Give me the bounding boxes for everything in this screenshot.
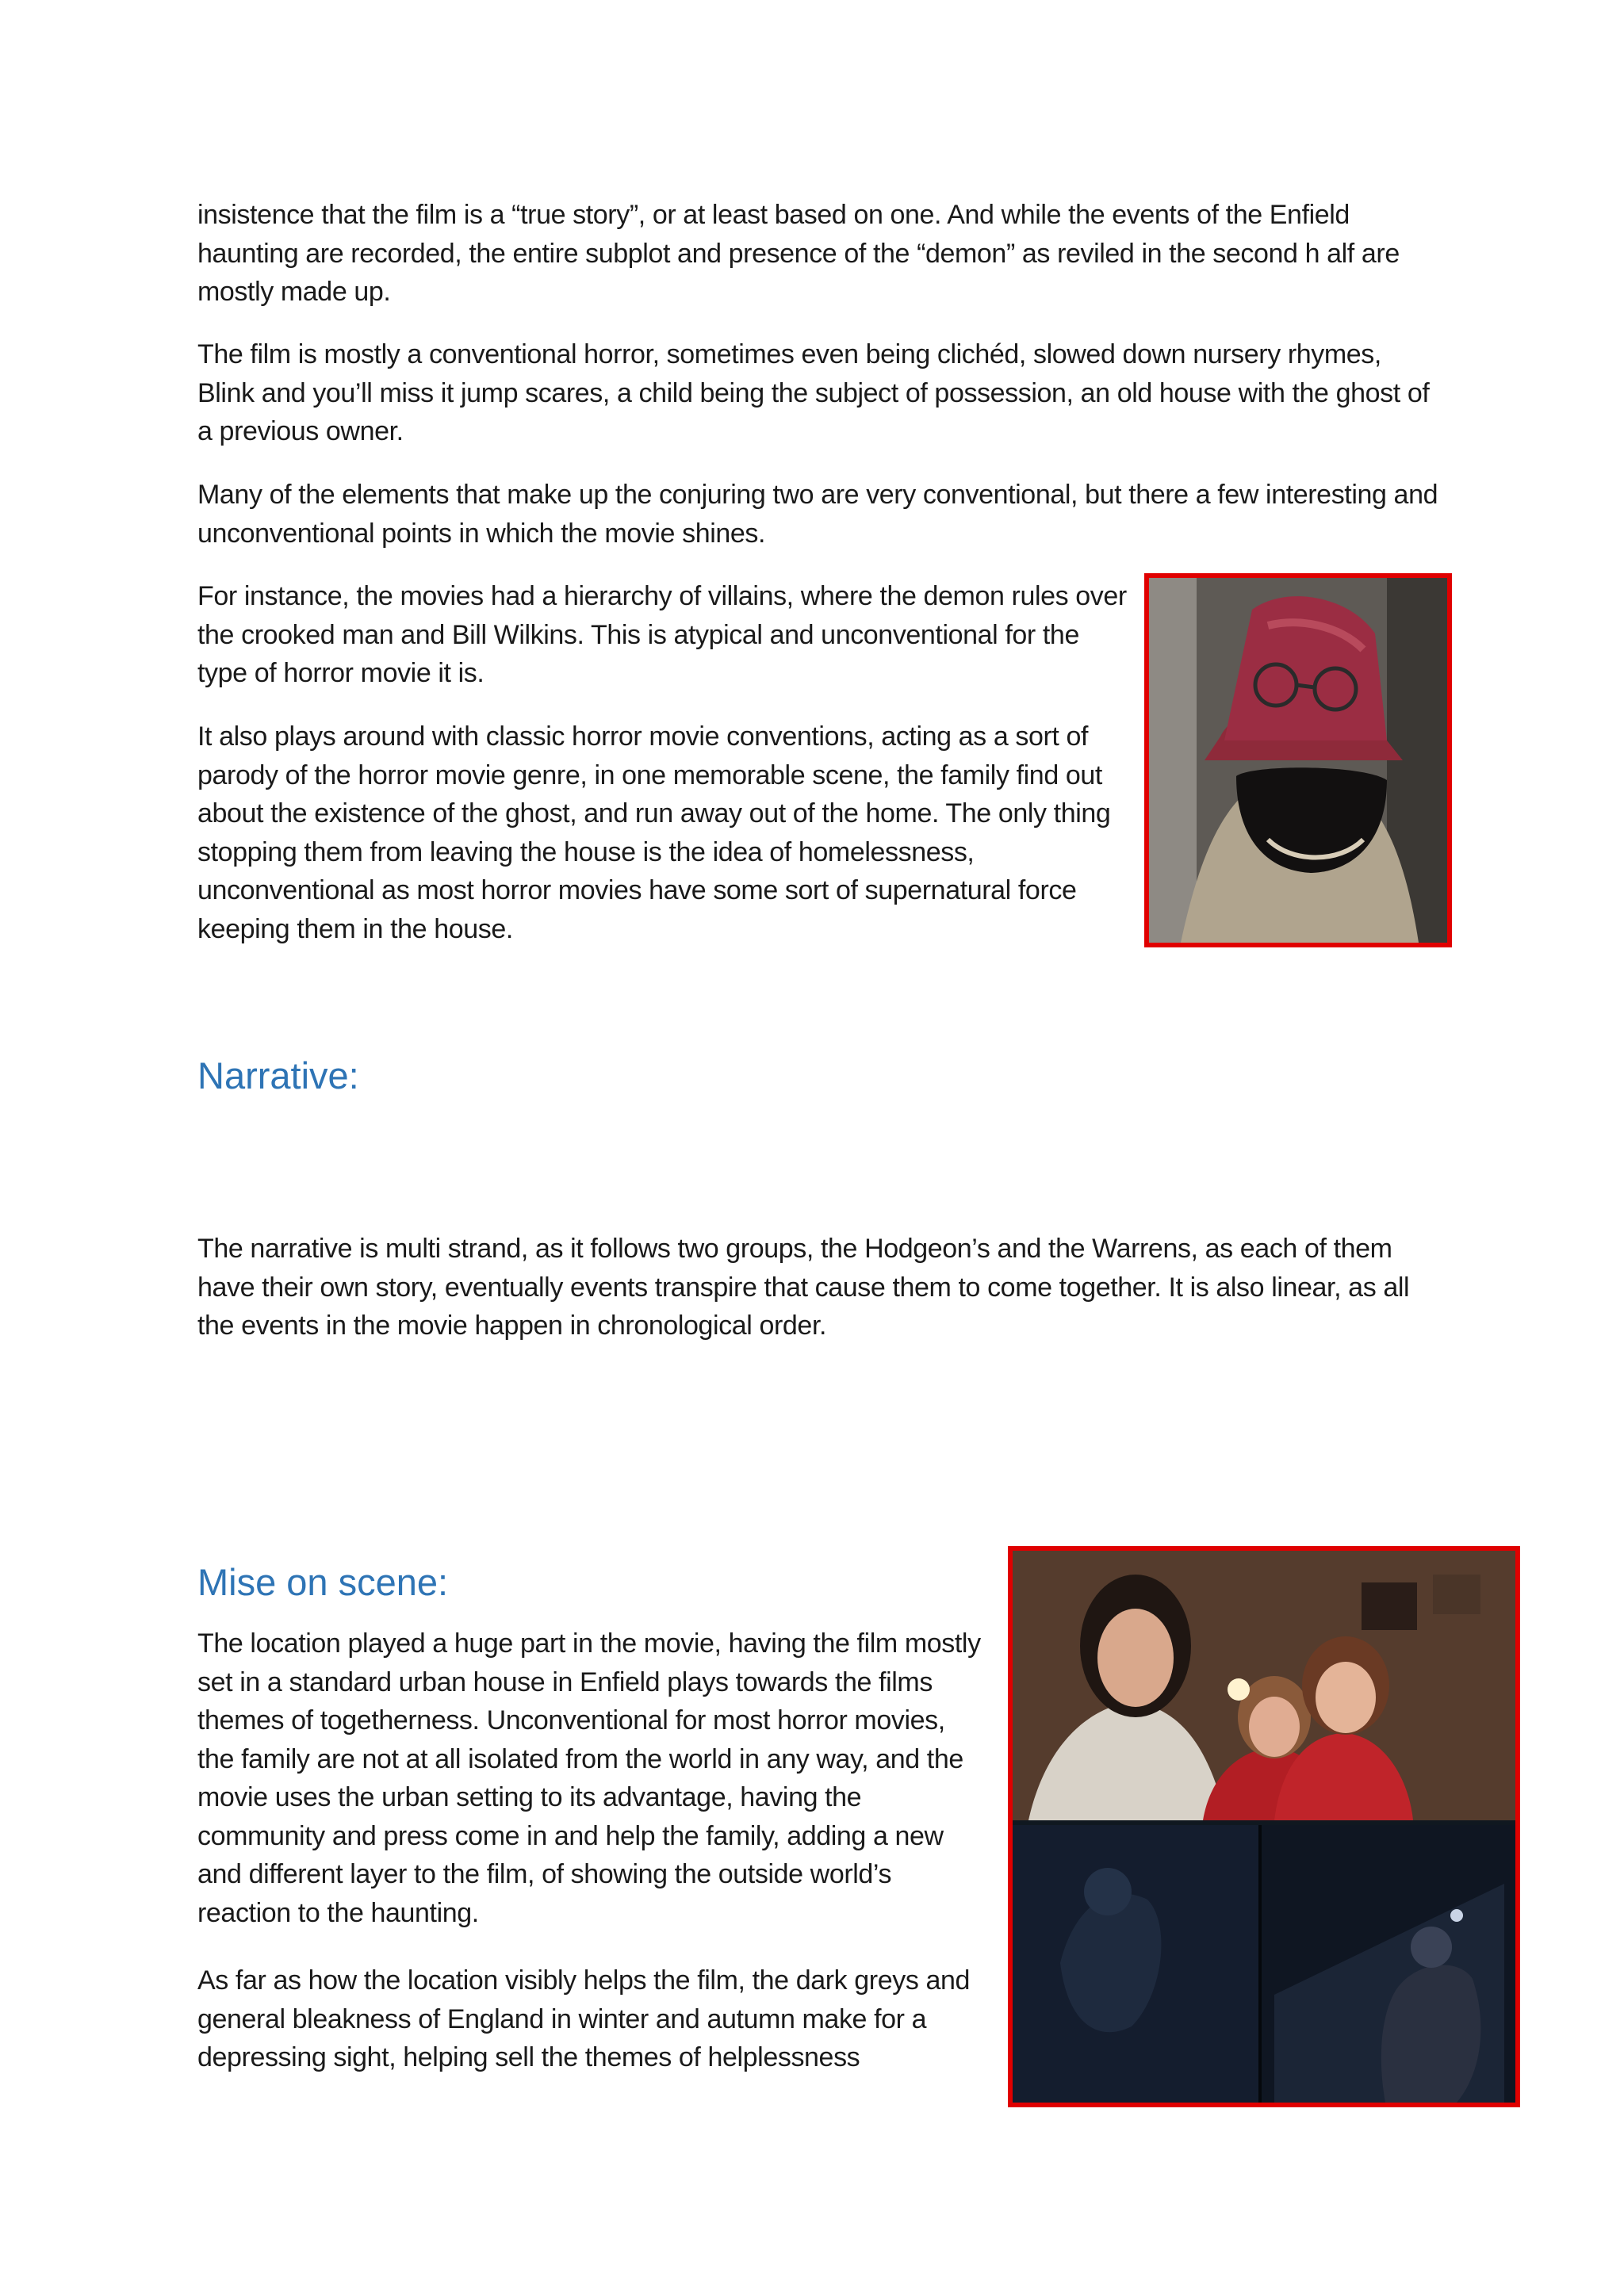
narrative-paragraph: The narrative is multi strand, as it follows two groups, the Hodgeon’s and the Warrens, as each of them have their own story, eventually events transpire that cause them to come together. It is also linear, as all the events in the movie happen in chronological order.: [197, 1234, 1410, 1341]
intro-paragraph: insistence that the film is a “true story”, or at least based on one. And while the events of the Enfield haunting are recorded, the entire subplot and presence of the “demon” as reviled in the second h alf are mostly made up.: [197, 200, 1400, 307]
narrative-heading: Narrative:: [197, 1054, 359, 1096]
unconventional-paragraph: Many of the elements that make up the conjuring two are very conventional, but there a few interesting and unconventional points in which the movie shines.: [197, 480, 1438, 549]
parody-paragraph: It also plays around with classic horror movie conventions, acting as a sort of parody of the horror movie genre, in one memorable scene, the family find out about the existence of the ghost, and run away out of the home. The only thing stopping them from leaving the house is the idea of homelessness, unconventional as most horror movies have some sort of supernatural force keeping them in the house.: [197, 721, 1111, 944]
family-scene-image: [1008, 1546, 1520, 2107]
family-scene-illustration: [1013, 1551, 1515, 2103]
location-paragraph: The location played a huge part in the movie, having the film mostly set in a standard urban house in Enfield plays towards the films themes of togetherness. Unconventional for most horror movies, the family are not at all isolated from the world in any way, and the movie uses the urban setting to its advantage, having the community and press come in and help the family, adding a new and different layer to the film, of showing the outside world’s reaction to the haunting.: [197, 1628, 981, 1928]
bleakness-paragraph: As far as how the location visibly helps the film, the dark greys and general bleakness of England in winter and autumn make for a depressing sight, helping sell the themes of helplessness: [197, 1965, 971, 2072]
crooked-man-illustration: [1149, 578, 1447, 943]
crooked-man-image: [1144, 573, 1452, 947]
mise-en-scene-heading: Mise on scene:: [197, 1561, 449, 1603]
conventions-paragraph: The film is mostly a conventional horror, sometimes even being clichéd, slowed down nursery rhymes, Blink and you’ll miss it jump scares, a child being the subject of possession, an old house with the ghost of a previous owner.: [197, 339, 1430, 446]
villains-paragraph: For instance, the movies had a hierarchy of villains, where the demon rules over the crooked man and Bill Wilkins. This is atypical and unconventional for the type of horror movie it is.: [197, 581, 1127, 688]
